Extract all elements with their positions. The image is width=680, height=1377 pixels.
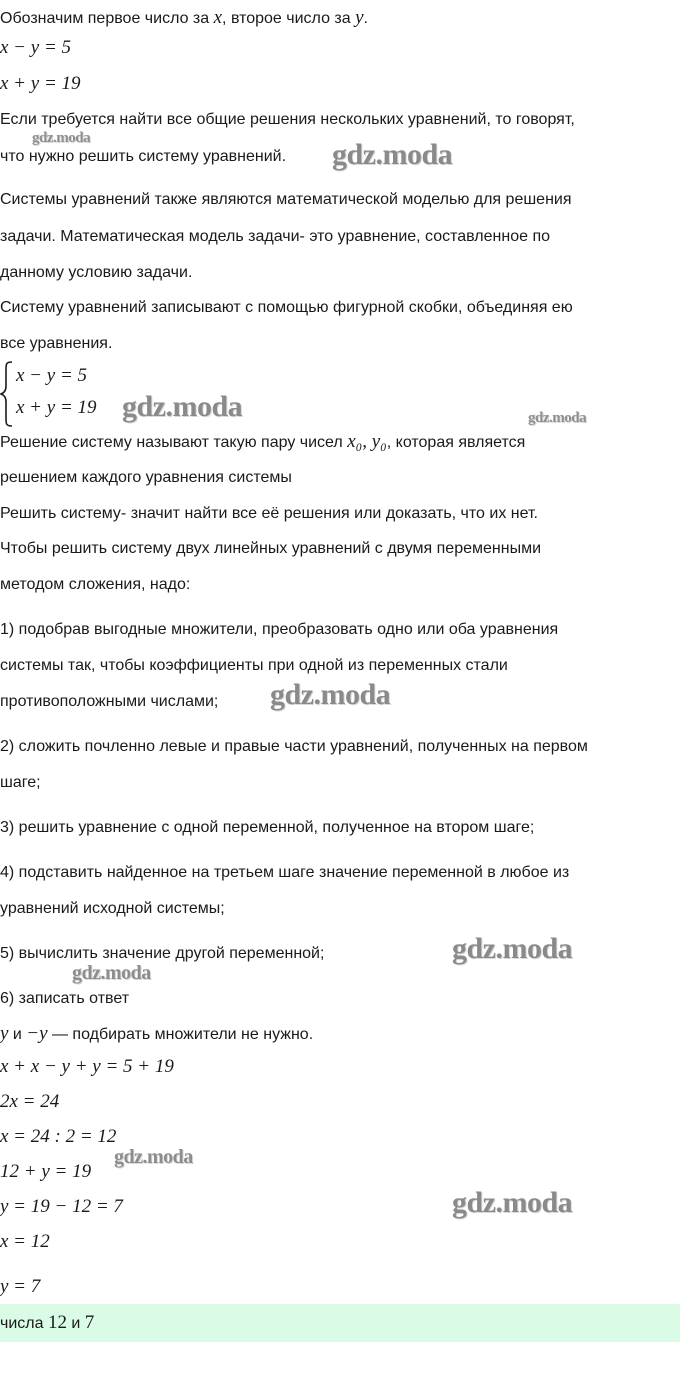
watermark-logo: gdz.moda [452, 1186, 573, 1219]
var-minus-y: −y [26, 1023, 48, 1044]
paragraph-line: данному условию задачи. [0, 264, 193, 281]
solution-line-1: x + x − y + y = 5 + 19 [0, 1056, 174, 1077]
step-2-line: шаге; [0, 774, 41, 791]
step-3-line: 3) решить уравнение с одной переменной, полученное на втором шаге; [0, 819, 535, 836]
paragraph-line: Если требуется найти все общие решения нескольких уравнений, то говорят, [0, 111, 575, 128]
answer-text: числа [0, 1315, 48, 1332]
note-line [0, 1024, 313, 1045]
paragraph-line: все уравнения. [0, 335, 113, 352]
solution-line-4: 12 + y = 19 [0, 1161, 92, 1182]
var-y: y [0, 1023, 9, 1044]
paragraph-text: , которая является [386, 434, 526, 451]
step-1-line: системы так, чтобы коэффициенты при одной из переменных стали [0, 657, 508, 674]
paragraph-line: методом сложения, надо: [0, 576, 191, 593]
paragraph-line: Систему уравнений записывают с помощью фигурной скобки, объединяя ею [0, 299, 573, 316]
watermark-logo: gdz.moda [528, 410, 587, 426]
paragraph-line: задачи. Математическая модель задачи- это уравнение, составленное по [0, 228, 551, 245]
answer-number-1: 12 [47, 1312, 67, 1333]
paragraph-line: Системы уравнений также являются математической моделью для решения [0, 191, 572, 208]
paragraph-line: решением каждого уравнения системы [0, 469, 292, 486]
system-equation-1: x − y = 5 [16, 365, 88, 386]
paragraph-line [0, 432, 525, 453]
answer-line [0, 1313, 94, 1334]
watermark-logo: gdz.moda [122, 390, 243, 423]
paragraph-line: Решить систему- значит найти все её решения или доказать, что их нет. [0, 505, 538, 522]
watermark-logo: gdz.moda [332, 138, 453, 171]
note-text: — подбирать множители не нужно. [47, 1026, 314, 1043]
watermark-logo: gdz.moda [114, 1146, 193, 1168]
paragraph-text: Решение систему называют такую пару чисел [0, 434, 348, 451]
solution-line-3: x = 24 : 2 = 12 [0, 1126, 117, 1147]
paragraph-line: что нужно решить систему уравнений. [0, 148, 287, 165]
var-x: x [213, 7, 223, 28]
step-4-line: 4) подставить найденное на третьем шаге значение переменной в любое из [0, 864, 570, 881]
intro-line [0, 8, 368, 29]
solution-line-7: y = 7 [0, 1276, 41, 1297]
step-2-line: 2) сложить почленно левые и правые части уравнений, полученных на первом [0, 738, 588, 755]
watermark-logo: gdz.moda [270, 678, 391, 711]
solution-line-6: x = 12 [0, 1231, 50, 1252]
step-1-line: противоположными числами; [0, 693, 219, 710]
note-text: и [8, 1026, 27, 1043]
intro-text: . [363, 10, 368, 27]
intro-text: , второе число за [222, 10, 356, 27]
pair-x0-y0: x₀, y₀ [347, 431, 387, 452]
equation-2: x + y = 19 [0, 73, 81, 94]
intro-text: Обозначим первое число за [0, 10, 214, 27]
system-equation-2: x + y = 19 [16, 397, 97, 418]
paragraph-line: Чтобы решить систему двух линейных уравнений с двумя переменными [0, 540, 541, 557]
answer-number-2: 7 [84, 1312, 95, 1333]
solution-line-5: y = 19 − 12 = 7 [0, 1196, 123, 1217]
step-4-line: уравнений исходной системы; [0, 900, 225, 917]
watermark-logo: gdz.moda [32, 130, 91, 146]
var-y: y [355, 7, 364, 28]
step-5-line: 5) вычислить значение другой переменной; [0, 945, 325, 962]
step-1-line: 1) подобрав выгодные множители, преобразовать одно или оба уравнения [0, 621, 559, 638]
equation-1: x − y = 5 [0, 37, 72, 58]
step-6-line: 6) записать ответ [0, 990, 130, 1007]
watermark-logo: gdz.moda [72, 962, 151, 984]
answer-text: и [66, 1315, 85, 1332]
answer-box [0, 1304, 680, 1342]
watermark-logo: gdz.moda [452, 932, 573, 965]
solution-line-2: 2x = 24 [0, 1091, 60, 1112]
